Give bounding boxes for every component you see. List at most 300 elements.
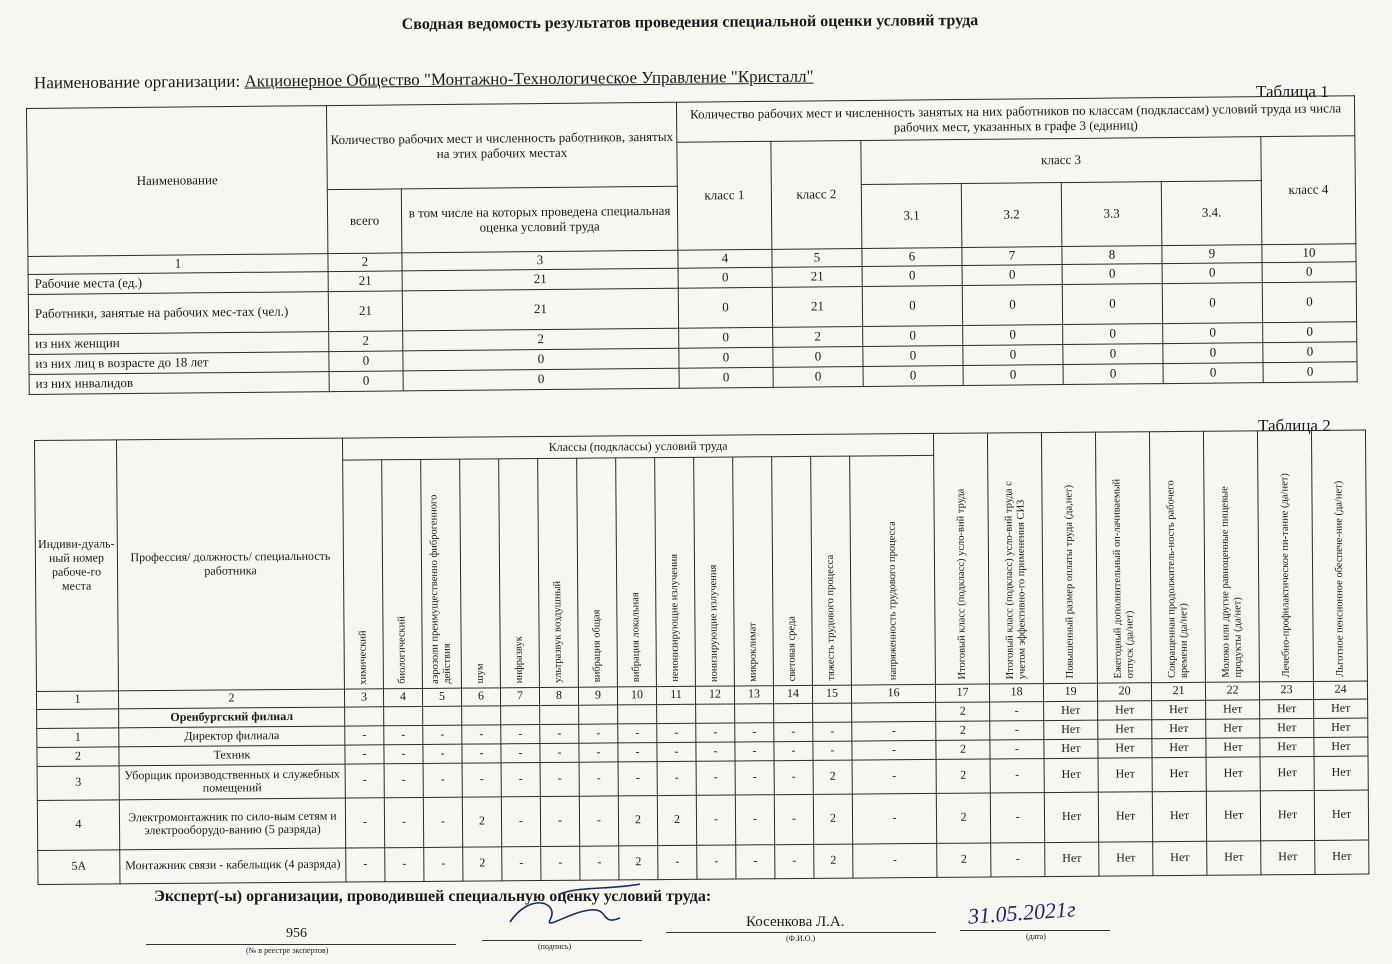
cell: - xyxy=(540,724,579,743)
cell: 0 xyxy=(962,265,1062,286)
t2-col-num: 16 xyxy=(851,684,935,703)
t2-header-text: микроклимат xyxy=(747,621,759,682)
cell: - xyxy=(618,761,657,795)
cell: Нет xyxy=(1315,840,1369,874)
cell: 0 xyxy=(678,287,772,328)
workplaces-table xyxy=(34,430,1370,885)
t2-header-extra xyxy=(1096,432,1152,683)
t2-col-num: 13 xyxy=(734,685,773,703)
t2-header-text: вибрация локальная xyxy=(630,592,642,683)
t2-header-text: Сокращенная продолжитель-ность рабочего времени (да/нет) xyxy=(1164,480,1190,679)
cell: - xyxy=(990,792,1044,842)
t2-header-text: ультразвук воздушный xyxy=(552,581,564,683)
cell: - xyxy=(501,796,540,846)
cell: - xyxy=(579,724,618,743)
cell: - xyxy=(736,844,775,878)
cell: 0 xyxy=(329,371,403,392)
t1-header-sub: 3.4. xyxy=(1161,181,1262,246)
cell: - xyxy=(658,845,697,879)
registry-caption: (№ в реестре экспертов) xyxy=(246,946,329,955)
cell: 0 xyxy=(403,368,679,391)
cell: 0 xyxy=(863,346,963,367)
t2-header-factor xyxy=(850,455,936,684)
cell: 21 xyxy=(328,291,402,332)
cell: Нет xyxy=(1260,718,1314,737)
signature-caption: (подпись) xyxy=(538,942,572,951)
cell: 2 xyxy=(329,331,403,352)
t2-header-profession: Профессия/ должность/ специальность работника xyxy=(117,438,345,691)
cell: - xyxy=(991,842,1045,876)
t2-header-classes: Классы (подклассы) условий труда xyxy=(342,433,933,460)
row-num: 4 xyxy=(37,800,119,851)
cell: Нет xyxy=(1044,720,1098,739)
cell: 0 xyxy=(1063,344,1163,365)
cell: - xyxy=(774,760,813,794)
cell: 0 xyxy=(1263,342,1357,363)
cell: - xyxy=(657,742,696,761)
cell: - xyxy=(696,795,735,845)
t2-header-factor xyxy=(421,459,462,688)
t2-col-num: 21 xyxy=(1152,682,1206,700)
cell: 2 xyxy=(936,740,990,759)
t1-header-name: Наименование xyxy=(27,106,328,257)
cell: - xyxy=(385,847,424,881)
t2-header-extra xyxy=(1150,431,1206,682)
date-caption: (дата) xyxy=(1026,932,1046,941)
table1-label: Таблица 1 xyxy=(1256,82,1329,101)
t2-header-factor xyxy=(538,458,579,687)
cell: 0 xyxy=(1062,284,1162,325)
t2-header-factor xyxy=(460,459,501,688)
cell: 0 xyxy=(678,267,772,288)
document-title: Сводная ведомость результатов проведения специальной оценки условий труда xyxy=(401,11,979,34)
row-name: Рабочие места (ед.) xyxy=(28,272,328,295)
t1-col-num: 9 xyxy=(1162,245,1262,264)
date-line xyxy=(960,930,1110,931)
cell: - xyxy=(462,763,501,797)
t1-header-total: всего xyxy=(327,189,402,254)
cell: - xyxy=(345,726,384,745)
t1-col-num: 1 xyxy=(28,254,328,275)
cell: 21 xyxy=(772,286,862,327)
cell: 0 xyxy=(1263,362,1357,383)
cell: - xyxy=(990,739,1044,758)
cell: 0 xyxy=(863,326,963,347)
t1-header-sub: 3.2 xyxy=(961,183,1062,248)
t1-col-num: 7 xyxy=(962,247,1062,266)
cell: Нет xyxy=(1206,700,1260,719)
t2-col-num: 5 xyxy=(422,688,461,706)
cell: - xyxy=(735,760,774,794)
cell: Нет xyxy=(1098,758,1152,792)
cell: 0 xyxy=(963,345,1063,366)
organization-name: Акционерное Общество "Монтажно-Технологическое Управление "Кристалл" xyxy=(244,66,814,91)
cell: Нет xyxy=(1314,756,1368,790)
t2-header-text: Итоговый класс (подкласс) усло-вий труда с учетом эффективно-го применения СИЗ xyxy=(1002,481,1028,680)
cell: 2 xyxy=(618,795,657,845)
cell: Нет xyxy=(1098,792,1152,842)
t2-header-factor xyxy=(616,458,657,687)
cell: - xyxy=(462,725,501,744)
t2-col-num: 17 xyxy=(936,684,990,702)
t2-header-factor xyxy=(577,458,618,687)
cell: - xyxy=(774,741,813,760)
cell: - xyxy=(618,723,657,742)
cell: Нет xyxy=(1260,737,1314,756)
t2-header-text: Итоговый класс (подкласс) усло-вий труда xyxy=(954,488,968,680)
cell: 2 xyxy=(463,847,502,881)
cell xyxy=(579,705,618,724)
t2-col-num: 2 xyxy=(118,689,344,709)
cell: - xyxy=(502,846,541,880)
row-num: 5А xyxy=(38,850,120,885)
cell: - xyxy=(697,845,736,879)
cell: - xyxy=(540,762,579,796)
cell: 21 xyxy=(402,288,678,331)
t2-col-num: 3 xyxy=(344,689,383,707)
cell: - xyxy=(813,741,852,760)
t1-header-class2: класс 2 xyxy=(771,140,862,249)
cell: 21 xyxy=(772,266,862,287)
t1-header-class1: класс 1 xyxy=(677,141,772,250)
cell: - xyxy=(384,797,423,847)
cell: Нет xyxy=(1152,757,1206,791)
t1-col-num: 2 xyxy=(328,253,402,272)
cell: 0 xyxy=(1163,343,1263,364)
cell: - xyxy=(579,762,618,796)
cell: Нет xyxy=(1260,756,1314,790)
cell: Нет xyxy=(1314,737,1368,756)
cell: - xyxy=(990,758,1044,792)
row-num: 1 xyxy=(37,728,119,748)
t2-header-extra xyxy=(988,433,1044,684)
cell: Нет xyxy=(1207,841,1261,875)
t2-header-factor xyxy=(343,460,384,689)
t2-header-extra xyxy=(934,433,990,684)
cell: - xyxy=(501,724,540,743)
cell: Нет xyxy=(1153,841,1207,875)
t2-header-extra xyxy=(1312,430,1368,681)
cell: - xyxy=(775,844,814,878)
cell: 0 xyxy=(963,365,1063,386)
cell: 2 xyxy=(814,844,853,878)
t2-header-text: тяжесть трудового процесса xyxy=(824,554,837,681)
cell: - xyxy=(657,761,696,795)
cell: - xyxy=(424,847,463,881)
cell: 0 xyxy=(773,366,863,387)
t1-header-assessed: в том числе на которых проведена специальная оценка условий труда xyxy=(401,186,678,253)
cell xyxy=(540,705,579,724)
cell xyxy=(813,703,852,722)
fio-line xyxy=(666,932,936,933)
table2-label: Таблица 2 xyxy=(1258,416,1331,435)
t2-header-factor xyxy=(694,457,735,686)
cell: - xyxy=(657,723,696,742)
cell: - xyxy=(696,742,735,761)
cell: - xyxy=(579,743,618,762)
section-name: Оренбургский филиал xyxy=(119,707,345,728)
t2-header-factor xyxy=(655,457,696,686)
cell: - xyxy=(384,725,423,744)
cell: 2 xyxy=(619,845,658,879)
cell: Нет xyxy=(1098,701,1152,720)
t2-col-num: 22 xyxy=(1206,682,1260,700)
cell: Нет xyxy=(1044,701,1098,720)
t2-header-text: ионизирующие излучения xyxy=(707,564,720,682)
t2-col-num: 11 xyxy=(656,686,695,704)
row-name: из них лиц в возрасте до 18 лет xyxy=(29,352,329,375)
cell: 0 xyxy=(1163,323,1263,344)
cell: 0 xyxy=(1162,263,1262,284)
cell: - xyxy=(990,701,1044,720)
cell: - xyxy=(501,762,540,796)
t1-header-class3: класс 3 xyxy=(861,137,1261,185)
cell: 2 xyxy=(937,843,991,877)
t2-col-num: 9 xyxy=(578,687,617,705)
cell: 0 xyxy=(962,285,1062,326)
cell: - xyxy=(423,763,462,797)
cell: - xyxy=(384,763,423,797)
cell: 21 xyxy=(328,271,402,292)
cell xyxy=(735,703,774,722)
cell: 0 xyxy=(963,325,1063,346)
row-name: из них женщин xyxy=(29,332,329,355)
t2-header-extra xyxy=(1258,430,1314,681)
cell: Нет xyxy=(1260,790,1314,840)
cell: 0 xyxy=(1262,282,1356,323)
t2-col-num: 1 xyxy=(36,691,118,710)
cell: Нет xyxy=(1152,738,1206,757)
cell: 0 xyxy=(862,266,962,287)
signature-icon xyxy=(500,882,650,942)
cell: 2 xyxy=(773,326,863,347)
cell: 0 xyxy=(679,327,773,348)
cell: 0 xyxy=(1163,363,1263,384)
cell: - xyxy=(735,741,774,760)
cell: Нет xyxy=(1206,738,1260,757)
t2-header-text: Повышенный размер оплаты труда (да,нет) xyxy=(1062,485,1076,679)
t1-col-num: 5 xyxy=(772,248,862,267)
t2-col-num: 12 xyxy=(695,686,734,704)
organization-label: Наименование организации: xyxy=(33,71,241,93)
cell: - xyxy=(345,745,384,764)
cell: Нет xyxy=(1152,700,1206,719)
t1-col-num: 8 xyxy=(1062,246,1162,265)
t2-col-num: 19 xyxy=(1044,683,1098,701)
t2-col-num: 8 xyxy=(539,687,578,705)
cell: 2 xyxy=(462,797,501,847)
t1-col-num: 6 xyxy=(862,248,962,267)
cell: 2 xyxy=(657,795,696,845)
cell: - xyxy=(774,722,813,741)
cell xyxy=(774,703,813,722)
t2-header-factor xyxy=(382,459,423,688)
cell xyxy=(462,706,501,725)
t1-header-sub: 3.1 xyxy=(861,184,962,249)
cell: - xyxy=(735,722,774,741)
cell xyxy=(618,704,657,723)
registry-number: 956 xyxy=(286,926,307,941)
cell: Нет xyxy=(1044,739,1098,758)
t2-header-text: Молоко или другие равноценные пищевые продукты (да/нет) xyxy=(1218,486,1244,678)
t2-header-factor xyxy=(499,459,540,688)
cell: Нет xyxy=(1206,719,1260,738)
t2-col-num: 18 xyxy=(990,683,1044,701)
cell: 0 xyxy=(1162,283,1262,324)
cell: - xyxy=(540,743,579,762)
t2-header-extra xyxy=(1042,432,1098,683)
cell: - xyxy=(696,761,735,795)
cell xyxy=(696,704,735,723)
t2-col-num: 14 xyxy=(773,685,812,703)
t1-header-class4: класс 4 xyxy=(1261,136,1356,245)
cell: 0 xyxy=(773,346,863,367)
t2-col-num: 15 xyxy=(812,685,851,703)
expert-label: Эксперт(-ы) организации, проводившей специальную оценку условий труда: xyxy=(154,888,712,905)
t2-header-text: вибрация общая xyxy=(591,609,603,683)
cell: Нет xyxy=(1152,719,1206,738)
cell xyxy=(501,705,540,724)
cell: Нет xyxy=(1044,758,1098,792)
cell: - xyxy=(423,797,462,847)
cell: - xyxy=(384,744,423,763)
cell: Нет xyxy=(1206,791,1260,841)
t2-header-factor xyxy=(772,456,813,685)
cell: Нет xyxy=(1098,739,1152,758)
cell: 0 xyxy=(1063,364,1163,385)
row-name: Уборщик производственных и служебных помещений xyxy=(119,764,345,800)
cell: - xyxy=(580,846,619,880)
cell: Нет xyxy=(1260,699,1314,718)
row-name: Работники, занятые на рабочих мес-тах (чел.) xyxy=(28,292,328,335)
cell: 0 xyxy=(679,347,773,368)
cell: Нет xyxy=(1206,757,1260,791)
t2-header-text: шум xyxy=(474,663,486,684)
t2-col-num: 20 xyxy=(1098,683,1152,701)
cell: - xyxy=(346,848,385,882)
cell: - xyxy=(423,725,462,744)
t2-col-num: 10 xyxy=(617,686,656,704)
cell: - xyxy=(852,759,936,794)
cell xyxy=(345,707,384,726)
cell: - xyxy=(501,743,540,762)
cell: 0 xyxy=(679,367,773,388)
cell: Нет xyxy=(1261,840,1315,874)
cell: 0 xyxy=(863,366,963,387)
t2-header-text: Лечебно-профилактическое пи-тание (да/нет) xyxy=(1278,472,1292,678)
cell: 0 xyxy=(862,286,962,327)
cell xyxy=(852,702,936,722)
t2-header-text: неионизирующие излучения xyxy=(668,554,681,683)
cell: 0 xyxy=(1263,322,1357,343)
t2-header-text: биологический xyxy=(396,616,408,685)
cell: 0 xyxy=(329,351,403,372)
t1-header-classes: Количество рабочих мест и численность занятых на них работников по классам (подклассам) условий труда из числа рабочих мест, указанных в графе 3 (единиц) xyxy=(676,96,1354,143)
cell: - xyxy=(345,764,384,798)
t1-col-num: 4 xyxy=(678,249,772,268)
cell: - xyxy=(852,740,936,760)
t2-col-num: 24 xyxy=(1313,681,1367,699)
t2-col-num: 23 xyxy=(1259,681,1313,699)
t1-header-sub: 3.3 xyxy=(1061,182,1162,247)
t2-header-text: Льготное пенсионное обеспече-ние (да/нет) xyxy=(1332,480,1346,677)
cell: 2 xyxy=(813,794,852,844)
cell: 0 xyxy=(403,348,679,371)
t2-header-text: инфразвук xyxy=(513,636,525,684)
organization-line xyxy=(34,67,814,94)
cell: - xyxy=(990,720,1044,739)
t2-col-num: 4 xyxy=(383,688,422,706)
cell: Нет xyxy=(1152,791,1206,841)
cell: 2 xyxy=(813,760,852,794)
cell: Нет xyxy=(1045,842,1099,876)
t2-header-num: Индиви-дуаль-ный номер рабоче-го места xyxy=(35,440,119,691)
row-name: Электромонтажник по сило-вым сетям и электрооборудо-ванию (5 разряда) xyxy=(119,798,345,850)
t2-header-text: химический xyxy=(357,630,369,685)
t2-header-text: напряженность трудового процесса xyxy=(886,521,899,681)
cell xyxy=(37,709,119,729)
cell: 0 xyxy=(1063,324,1163,345)
cell: 2 xyxy=(936,759,990,793)
cell: - xyxy=(852,721,936,741)
cell: - xyxy=(813,722,852,741)
cell: 21 xyxy=(402,268,678,291)
row-name: Монтажник связи - кабельщик (4 разряда) xyxy=(120,848,346,884)
cell: Нет xyxy=(1314,699,1368,718)
cell: Нет xyxy=(1314,718,1368,737)
cell: 0 xyxy=(1262,262,1356,283)
t2-col-num: 6 xyxy=(461,688,500,706)
t1-header-count: Количество рабочих мест и численность работников, занятых на этих рабочих местах xyxy=(326,102,677,189)
fio-caption: (Ф.И.О.) xyxy=(786,934,816,943)
t2-header-text: световая среда xyxy=(786,615,798,682)
t1-col-num: 10 xyxy=(1262,244,1356,263)
cell xyxy=(384,706,423,725)
cell: - xyxy=(735,794,774,844)
cell: - xyxy=(541,846,580,880)
cell: 2 xyxy=(403,328,679,351)
cell: - xyxy=(696,723,735,742)
t2-header-factor xyxy=(733,457,774,686)
date-handwritten: 31.05.2021г xyxy=(967,896,1077,929)
summary-table xyxy=(26,95,1358,395)
cell: - xyxy=(618,742,657,761)
row-num: 3 xyxy=(37,766,119,801)
row-num: 2 xyxy=(37,747,119,767)
cell: - xyxy=(852,793,936,844)
t2-col-num: 7 xyxy=(500,687,539,705)
row-name: Директор филиала xyxy=(119,726,345,747)
cell: Нет xyxy=(1314,790,1368,840)
cell: Нет xyxy=(1099,842,1153,876)
t2-header-factor xyxy=(811,456,852,685)
expert-fio: Косенкова Л.А. xyxy=(746,914,845,930)
cell: - xyxy=(774,794,813,844)
t1-col-num: 3 xyxy=(402,250,678,271)
cell: - xyxy=(540,796,579,846)
t2-header-text: аэрозоли преимущественно фиброгенного действия xyxy=(428,494,453,684)
cell: - xyxy=(853,843,937,878)
cell: - xyxy=(423,744,462,763)
t2-header-text: Ежегодный дополнительный оп-лачиваемый отпуск (да/нет) xyxy=(1110,478,1136,679)
cell: 0 xyxy=(1062,264,1162,285)
cell: - xyxy=(579,796,618,846)
cell xyxy=(423,706,462,725)
row-name: Техник xyxy=(119,745,345,766)
cell: 2 xyxy=(936,793,990,843)
cell: 2 xyxy=(936,702,990,721)
t2-header-extra xyxy=(1204,431,1260,682)
